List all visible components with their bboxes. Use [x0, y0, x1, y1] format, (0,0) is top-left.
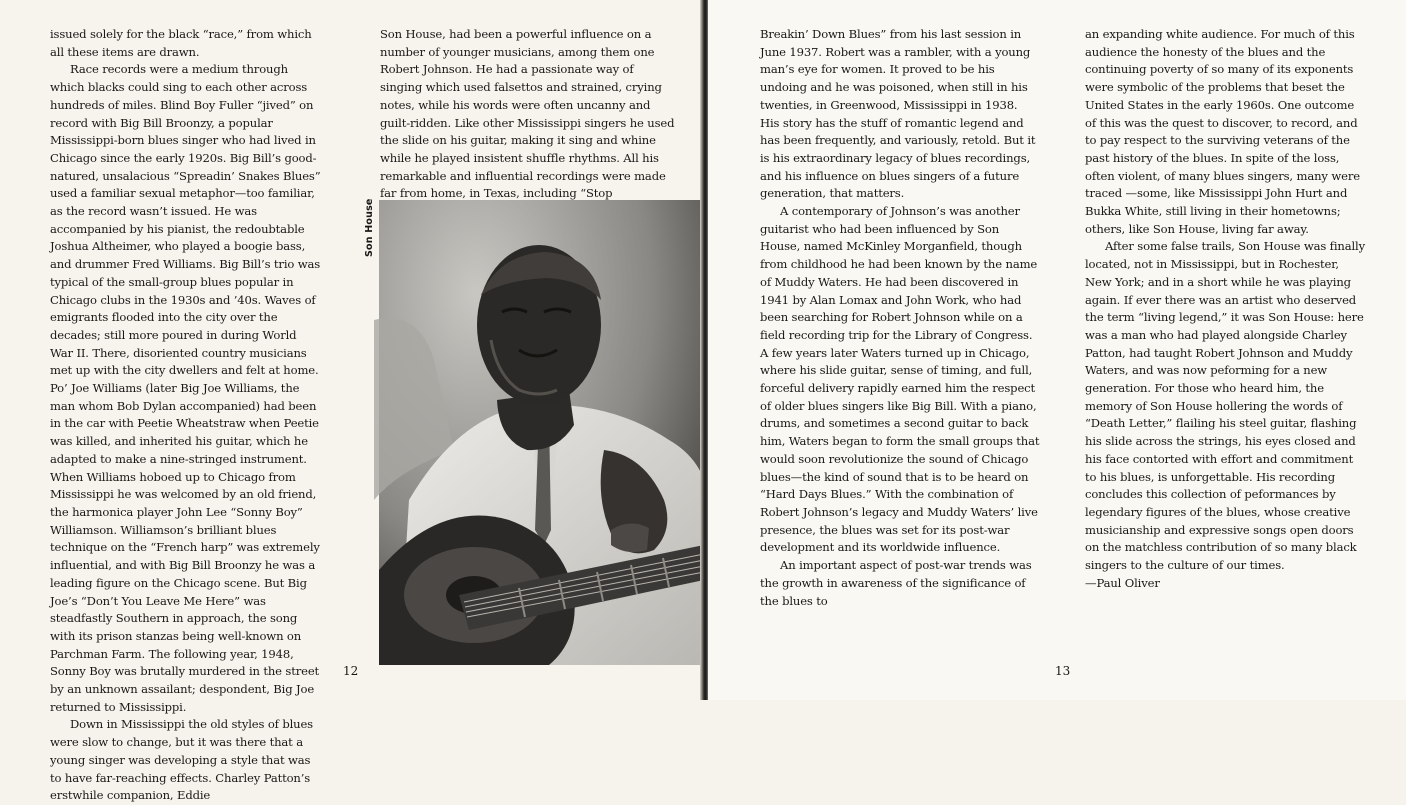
paragraph: A contemporary of Johnson’s was another guitarist who had been influenced by Son House, named McKinley Morganfield, though from childhood he had been known by the name of Muddy Waters. He had been discovered in 1941 by Alan Lomax and John Work, who had been searching for Robert Johnson while on a field recording trip for the Library of Congress. A few years later Waters turned up in Chicago, where his slide guitar, sense of timing, and full, forceful delivery rapidly earned him the respect of older blues singers like Big Bill. With a piano, drums, and sometimes a second guitar to back him, Waters began to form the small groups that would soon revolutionize the sound of Chicago blues—the kind of sound that is to be heard on “Hard Days Blues.” With the combination of Robert Johnson’s legacy and Muddy Waters’ live presence, the blues was set for its post-war development and its worldwide influence.	[760, 204, 1040, 555]
left-page-column-1	[50, 26, 322, 805]
paragraph: After some false trails, Son House was finally located, not in Mississippi, but in Rochester, New York; and in a short while he was playing again. If ever there was an artist who deserved the term “living legend,” it was Son House: here was a man who had played alongside Charley Patton, had taught Robert Johnson and Muddy Waters, and was now peforming for a new generation. For those who heard him, the memory of Son House hollering the words of “Death Letter,” flailing his steel guitar, flashing his slide across the strings, his eyes closed and his face contorted with effort and commitment to his blues, is unforgettable. His recording concludes this collection of peformances by legendary figures of the blues, whose creative musicianship and expressive songs open doors on the matchless contribution of so many black singers to the culture of our times.	[1085, 239, 1365, 573]
son-house-photo-illustration	[379, 200, 704, 665]
paragraph: issued solely for the black “race,” from which all these items are drawn.	[50, 27, 312, 59]
page-number: 13	[1055, 664, 1071, 678]
page-number: 12	[343, 664, 359, 678]
left-page-column-2	[380, 26, 676, 203]
right-page-column-1	[760, 26, 1040, 610]
left-page	[0, 0, 702, 803]
paragraph: Breakin’ Down Blues” from his last session in June 1937. Robert was a rambler, with a young man’s eye for women. It proved to be his undoing and he was poisoned, when still in his twenties, in Greenwood, Mississippi in 1938. His story has the stuff of romantic legend and has been frequently, and variously, retold. But it is his extraordinary legacy of blues recordings, and his influence on blues singers of a future generation, that matters.	[760, 27, 1036, 201]
paragraph: Race records were a medium through which blacks could sing to each other across hundreds of miles. Blind Boy Fuller “jived” on record with Big Bill Broonzy, a popular Mississippi-born blues singer who had lived in Chicago since the early 1920s. Big Bill’s good-natured, unsalacious “Spreadin’ Snakes Blues” used a familiar sexual metaphor—too familiar, as the record wasn’t issued. He was accompanied by his pianist, the redoubtable Joshua Altheimer, who played a boogie bass, and drummer Fred Williams. Big Bill’s trio was typical of the small-group blues popular in Chicago clubs in the 1930s and ’40s. Waves of emigrants flooded into the city over the decades; still more poured in during World War II. There, disoriented country musicians met up with the city dwellers and felt at home. Po’ Joe Williams (later Big Joe Williams, the man whom Bob Dylan accompanied) had been in the car with Peetie Wheatstraw when Peetie was killed, and inherited his guitar, which he adapted to make a nine-stringed instrument. When Williams hoboed up to Chicago from Mississippi he was welcomed by an old friend, the harmonica player John Lee “Sonny Boy” Williamson. Williamson’s brilliant blues technique on the “French harp” was extremely influential, and with Big Bill Broonzy he was a leading figure on the Chicago scene. But Big Joe’s “Don’t You Leave Me Here” was steadfastly Southern in approach, the song with its prison stanzas being well-known on Parchman Farm. The following year, 1948, Sonny Boy was brutally murdered in the street by an unknown assailant; despondent, Big Joe returned to Mississippi.	[50, 62, 321, 714]
paragraph: An important aspect of post-war trends was the growth in awareness of the significance of the blues to	[760, 558, 1032, 608]
photo-caption: Son House	[364, 198, 375, 257]
right-page	[708, 0, 1406, 700]
paragraph: an expanding white audience. For much of this audience the honesty of the blues and the continuing poverty of so many of its exponents were symbolic of the problems that beset the United States in the early 1960s. One outcome of this was the quest to discover, to record, and to pay respect to the surviving veterans of the past history of the blues. In spite of the loss, often violent, of many blues singers, many were traced —some, like Mississippi John Hurt and Bukka White, still living in their hometowns; others, like Son House, living far away.	[1085, 27, 1360, 236]
right-page-column-2	[1085, 26, 1365, 593]
paragraph: Son House, had been a powerful influence on a number of younger musicians, among them one Robert Johnson. He had a passionate way of singing which used falsettos and strained, crying notes, while his words were often uncanny and guilt-ridden. Like other Mississippi singers he used the slide on his guitar, making it sing and whine while he played insistent shuffle rhythms. All his remarkable and influential recordings were made far from home, in Texas, including “Stop	[380, 27, 675, 201]
son-house-photo	[379, 200, 704, 665]
author-signature: —Paul Oliver	[1085, 575, 1160, 590]
paragraph: Down in Mississippi the old styles of blues were slow to change, but it was there that a young singer was developing a style that was to have far-reaching effects. Charley Patton’s erstwhile companion, Eddie	[50, 717, 313, 803]
